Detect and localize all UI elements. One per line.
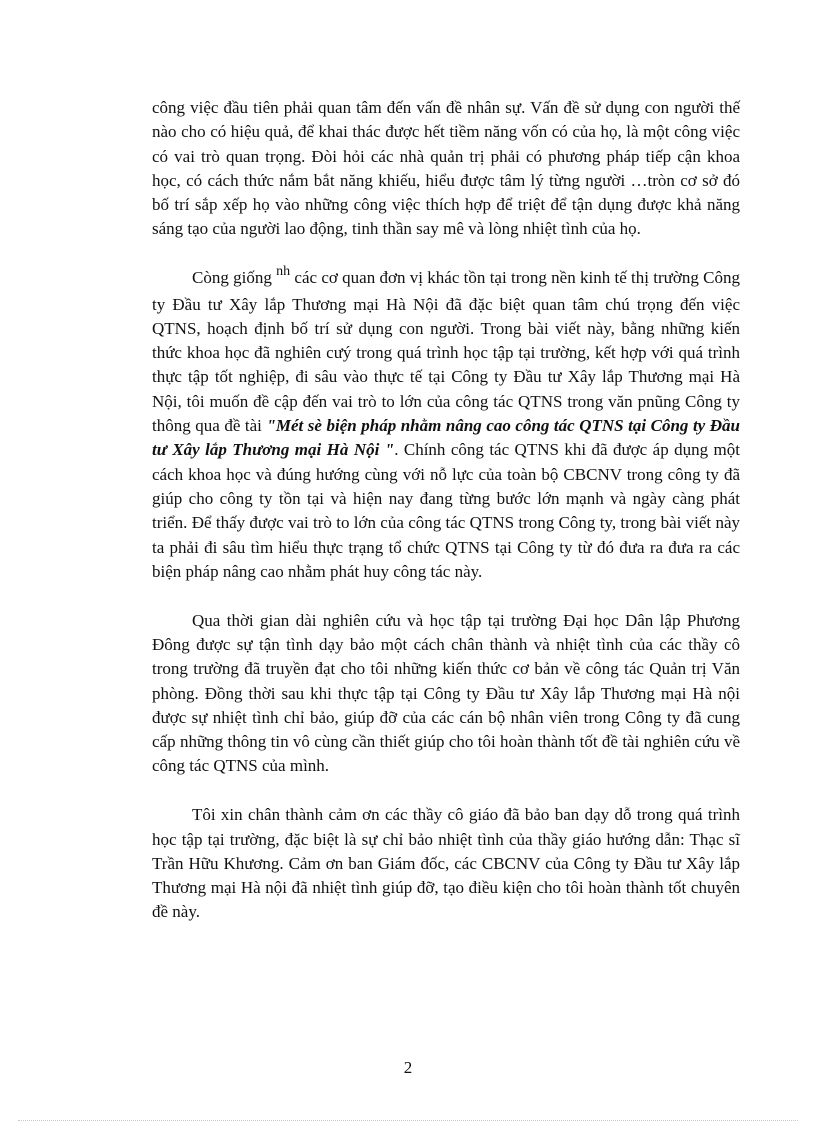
paragraph-2-body: các cơ quan đơn vị khác tồn tại trong nền kinh tế thị trường Công ty Đầu tư Xây lắp Thương mại Hà Nội đã đặc biệt quan tâm chú trọng đến việc QTNS, hoạch định bố trí sử dụng con người. Trong bài viết này, bằng những kiến thức khoa học đã nghiên cưý trong quá trình học tập tại trường, kết hợp với quá trình thực tập tốt nghiệp, đi sâu vào thực tế tại Công ty Đầu tư Xây lắp Thương mại Hà Nội, tôi muốn đề cập đến vai trò to lớn của công tác QTNS trong văn pnũng Công ty thông qua đề tài xyxy=(152,268,740,436)
paragraph-2-inserted-fragment: nh xyxy=(276,264,291,280)
paragraph-1 xyxy=(152,96,740,242)
paragraph-2 xyxy=(152,266,740,584)
thesis-title: "Mét sè biện pháp nhằm nâng cao công tác QTNS tại Công ty Đầu tư Xây lắp Thương mại Hà Nội " xyxy=(152,416,740,460)
page-bottom-divider xyxy=(18,1120,798,1121)
paragraph-2-lead: Còng giống xyxy=(192,268,277,288)
paragraph-1-text: công việc đầu tiên phải quan tâm đến vấn đề nhân sự. Vấn đề sử dụng con người thế nào cho có hiệu quả, để khai thác được hết tiềm năng vốn có của họ, là một công việc có vai trò quan trọng. Đòi hỏi các nhà quản trị phải có phương pháp tiếp cận khoa học, có cách thức nắm bắt năng khiếu, hiểu được tâm lý từng người …tròn cơ sở đó bố trí sắp xếp họ vào những công việc thích hợp để triệt để tận dụng được khả năng sáng tạo của người lao động, tinh thần say mê và lòng nhiệt tình của họ. xyxy=(152,98,740,239)
paragraph-4 xyxy=(152,803,740,924)
page-number: 2 xyxy=(403,1058,413,1077)
paragraph-3 xyxy=(152,609,740,779)
body-text xyxy=(152,96,740,949)
paragraph-4-text: Tôi xin chân thành cảm ơn các thầy cô giáo đã bảo ban dạy dỗ trong quá trình học tập tại trường, đặc biệt là sự chỉ bảo nhiệt tình của thầy giáo hướng dẫn: Thạc sĩ Trần Hữu Khương. Cảm ơn ban Giám đốc, các CBCNV của Công ty Đầu tư Xây lắp Thương mại Hà nội đã nhiệt tình giúp đỡ, tạo điều kiện cho tôi hoàn thành tốt chuyên đề này. xyxy=(152,805,740,922)
paragraph-2-tail: . Chính công tác QTNS khi đã được áp dụng một cách khoa học và đúng hướng cùng với nỗ lực của toàn bộ CBCNV trong công ty đã giúp cho công ty tồn tại và hiện nay đang từng bước lớn mạnh và ngày càng phát triển. Để thấy được vai trò to lớn của công tác QTNS trong Công ty, trong bài viết này ta phải đi sâu tìm hiểu thực trạng tổ chức QTNS tại Công ty từ đó đưa ra đưa ra các biện pháp nâng cao nhằm phát huy công tác này. xyxy=(152,440,740,581)
paragraph-3-text: Qua thời gian dài nghiên cứu và học tập tại trường Đại học Dân lập Phương Đông được sự tận tình dạy bảo một cách chân thành và nhiệt tình của các thầy cô trong trường đã truyền đạt cho tôi những kiến thức cơ bản về công tác Quản trị Văn phòng. Đồng thời sau khi thực tập tại Công ty Đầu tư Xây lắp Thương mại Hà nội được sự nhiệt tình chỉ bảo, giúp đỡ của các cán bộ nhân viên trong Công ty đã cung cấp những thông tin vô cùng cần thiết giúp cho tôi hoàn thành tốt đề tài nghiên cứu về công tác QTNS của mình. xyxy=(152,610,740,776)
